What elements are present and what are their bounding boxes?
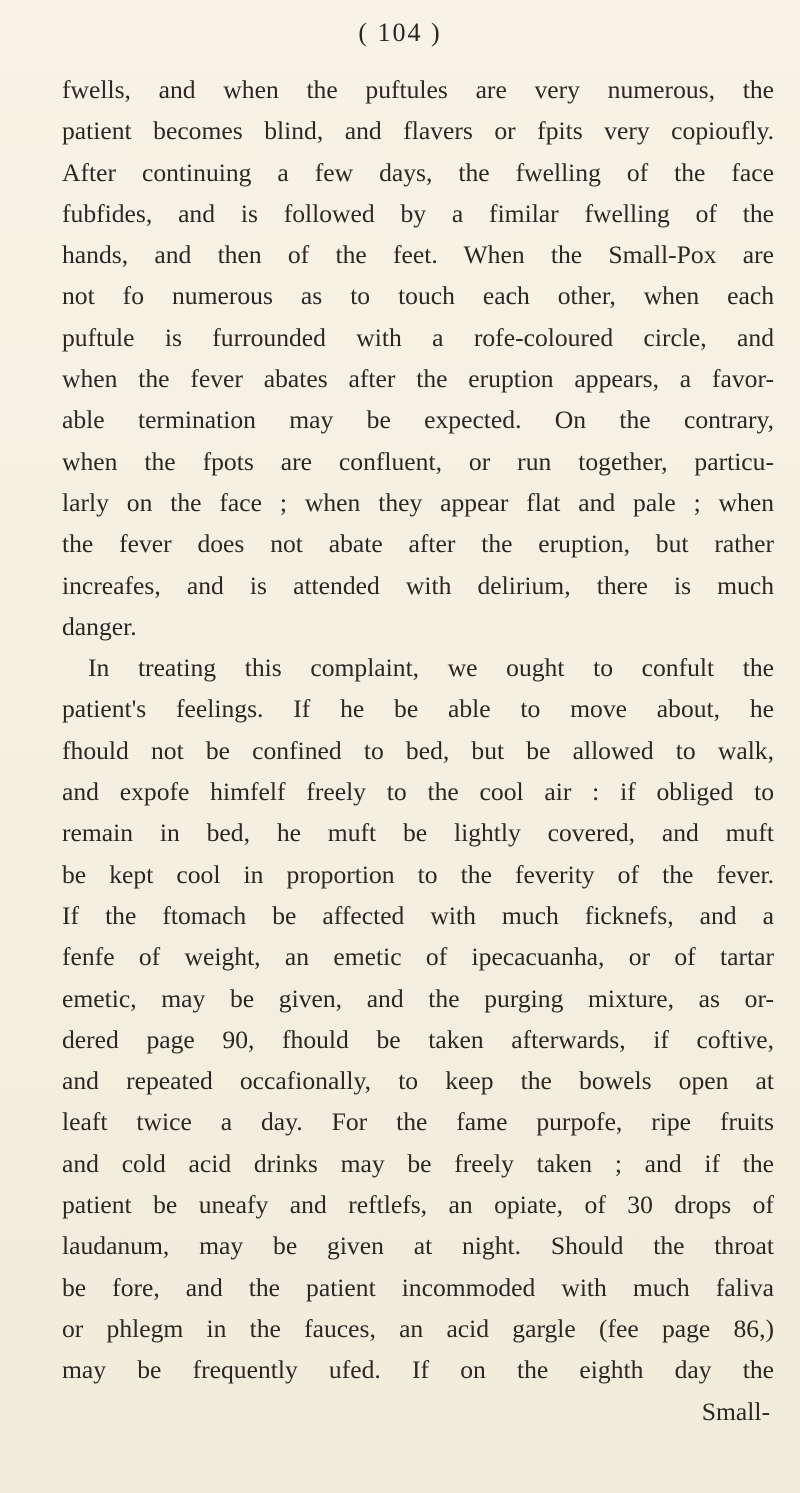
catchword: Small- — [701, 1396, 770, 1426]
text-line: and expofe himfelf freely to the cool air : if obliged to — [62, 777, 774, 807]
text-line: hands, and then of the feet. When the Small-Pox are — [62, 240, 774, 270]
text-line: when the fever abates after the eruption appears, a favor- — [62, 364, 774, 394]
text-line: able termination may be expected. On the contrary, — [62, 405, 774, 435]
text-line: patient be uneafy and reftlefs, an opiate, of 30 drops of — [62, 1190, 774, 1220]
text-line: danger. — [62, 611, 137, 641]
text-line: puftule is furrounded with a rofe-coloured circle, and — [62, 322, 774, 352]
text-line: may be frequently ufed. If on the eighth day the — [62, 1355, 774, 1385]
text-line: larly on the face ; when they appear flat and pale ; when — [62, 487, 774, 517]
text-line: dered page 90, fhould be taken afterwards, if coftive, — [62, 1024, 774, 1054]
text-line: the fever does not abate after the eruption, but rather — [62, 529, 774, 559]
text-line: fwells, and when the puftules are very numerous, the — [62, 75, 774, 104]
text-line: fhould not be confined to bed, but be allowed to walk, — [62, 735, 774, 765]
body-text — [62, 69, 774, 1432]
text-line: remain in bed, he muft be lightly covered, and muft — [62, 818, 774, 848]
text-line: or phlegm in the fauces, an acid gargle (fee page 86,) — [62, 1313, 774, 1343]
text-line: leaft twice a day. For the fame purpofe, ripe fruits — [62, 1107, 774, 1137]
text-line: patient's feelings. If he be able to move about, he — [62, 694, 774, 724]
text-line: After continuing a few days, the fwelling of the face — [62, 157, 774, 187]
text-line: In treating this complaint, we ought to confult the — [88, 653, 774, 683]
text-line: when the fpots are confluent, or run together, particu- — [62, 446, 774, 476]
text-line: emetic, may be given, and the purging mixture, as or- — [62, 983, 774, 1013]
text-line: fenfe of weight, an emetic of ipecacuanha, or of tartar — [62, 942, 774, 972]
text-line: and repeated occafionally, to keep the bowels open at — [62, 1066, 774, 1096]
text-line: increafes, and is attended with delirium, there is much — [62, 570, 774, 600]
text-line: fubfides, and is followed by a fimilar fwelling of the — [62, 198, 774, 228]
text-line: If the ftomach be affected with much ficknefs, and a — [62, 900, 774, 930]
text-line: patient becomes blind, and flavers or fpits very copioufly. — [62, 116, 774, 146]
text-line: be kept cool in proportion to the feverity of the fever. — [62, 859, 774, 889]
text-line: be fore, and the patient incommoded with much faliva — [62, 1272, 774, 1302]
text-line: not fo numerous as to touch each other, when each — [62, 281, 774, 311]
text-line: and cold acid drinks may be freely taken ; and if the — [62, 1148, 774, 1178]
page-number: ( 104 ) — [358, 18, 442, 47]
text-line: laudanum, may be given at night. Should the throat — [62, 1231, 774, 1261]
